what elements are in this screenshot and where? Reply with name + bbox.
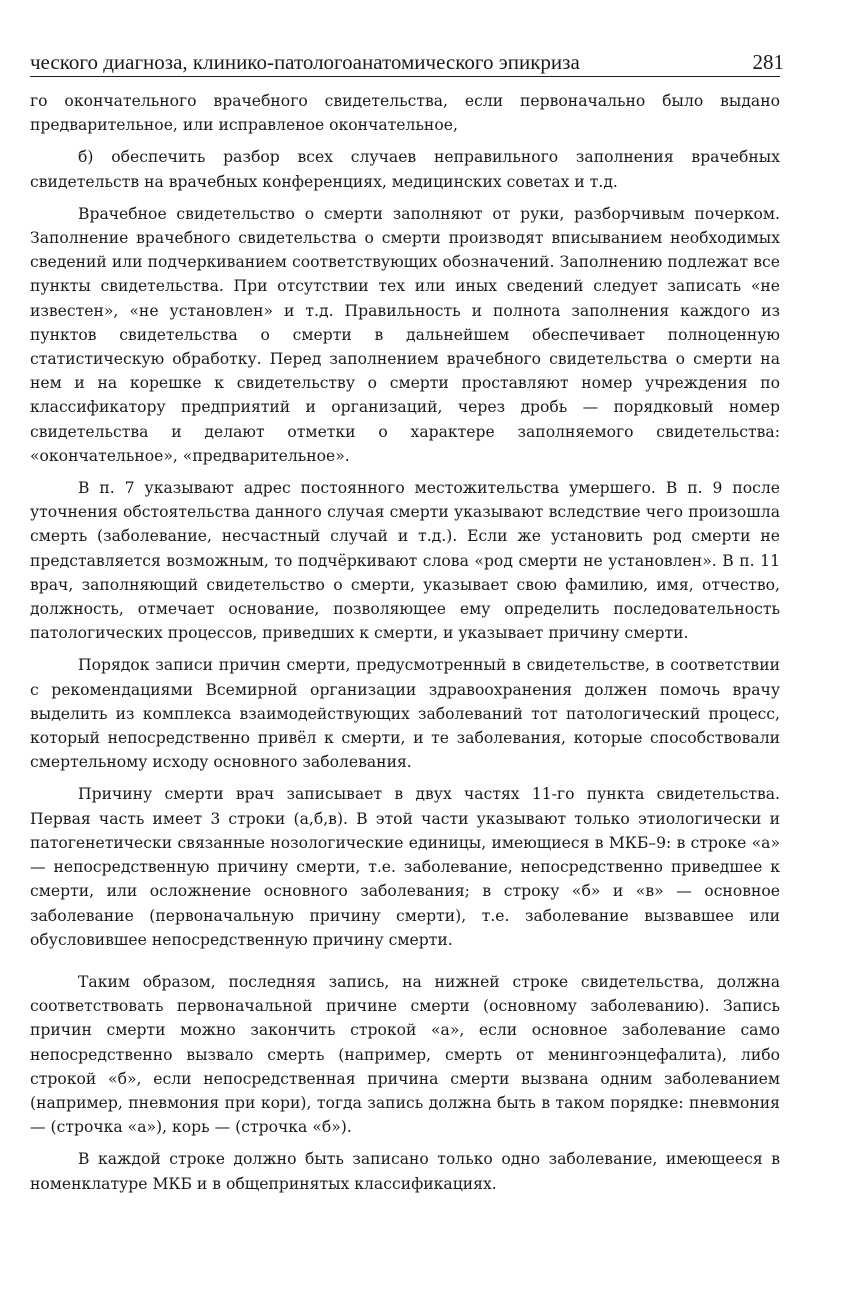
body-text — [30, 89, 780, 1196]
paragraph: Порядок записи причин смерти, предусмотренный в свидетельстве, в соответствии с рекомендациями Всемирной организации здравоохранения должен помочь врачу выделить из комплекса взаимодействующих заболеваний тот патологический процесс, который непосредственно привёл к смерти, и те заболевания, которые способствовали смертельному исходу основного заболевания. — [30, 656, 780, 772]
paragraph: В каждой строке должно быть записано только одно заболевание, имеющееся в номенклатуре МКБ и в общепринятых классификациях. — [30, 1150, 780, 1193]
paragraph: Таким образом, последняя запись, на нижней строке свидетельства, должна соответствовать первоначальной причине смерти (основному заболеванию). Запись причин смерти можно закончить строкой «а», если основное заболевание само непосредственно вызвало смерть (например, смерть от менингоэнцефалита), либо строкой «б», если непосредственная причина смерти вызвана одним заболеванием (например, пневмония при кори), тогда запись должна быть в таком порядке: пневмония — (строчка «а»), корь — (строчка «б»). — [30, 972, 780, 1137]
page-number: 281 — [752, 50, 784, 74]
paragraph: Врачебное свидетельство о смерти заполняют от руки, разборчивым почерком. Заполнение врачебного свидетельства о смерти производят вписыванием необходимых сведений или подчеркиванием соответствующих обозначений. Заполнению подлежат все пункты свидетельства. При отсутствии тех или иных сведений следует записать «не известен», «не установлен» и т.д. Правильность и полнота заполнения каждого из пунктов свидетельства о смерти в дальнейшем обеспечивает полноценную статистическую обработку. Перед заполнением врачебного свидетельства о смерти на нем и на корешке к свидетельству о смерти проставляют номер учреждения по классификатору предприятий и организаций, через дробь — порядковый номер свидетельства и делают отметки о характере заполняемого свидетельства: «окончательное», «предварительное». — [30, 204, 780, 465]
paragraph: б) обеспечить разбор всех случаев неправильного заполнения врачебных свидетельств на врачебных конференциях, медицинских советах и т.д. — [30, 148, 780, 191]
running-header-title: ческого диагноза, клинико-патологоанатомического эпикриза — [30, 50, 580, 74]
running-header — [30, 46, 784, 77]
paragraph: В п. 7 указывают адрес постоянного местожительства умершего. В п. 9 после уточнения обстоятельства данного случая смерти указывают вследствие чего произошла смерть (заболевание, несчастный случай и т.д.). Если же установить род смерти не представляется возможным, то подчёркивают слова «род смерти не установлен». В п. 11 врач, заполняющий свидетельство о смерти, указывает свою фамилию, имя, отчество, должность, отмечает основание, позволяющее ему определить последовательность патологических процессов, приведших к смерти, и указывает причину смерти. — [30, 479, 780, 643]
book-page — [30, 46, 784, 1204]
paragraph-continuation: го окончательного врачебного свидетельства, если первоначально было выдано предварительное, или исправленое окончательное, — [30, 92, 780, 135]
paragraph: Причину смерти врач записывает в двух частях 11-го пункта свидетельства. Первая часть имеет 3 строки (а,б,в). В этой части указывают только этиологически и патогенетически связанные нозологические единицы, имеющиеся в МКБ–9: в строке «а» — непосредственную причину смерти, т.е. заболевание, непосредственно приведшее к смерти, или осложнение основного заболевания; в строку «б» и «в» — основное заболевание (первоначальную причину смерти), т.е. заболевание вызвавшее или обусловившее непосредственную причину смерти. — [30, 785, 780, 949]
